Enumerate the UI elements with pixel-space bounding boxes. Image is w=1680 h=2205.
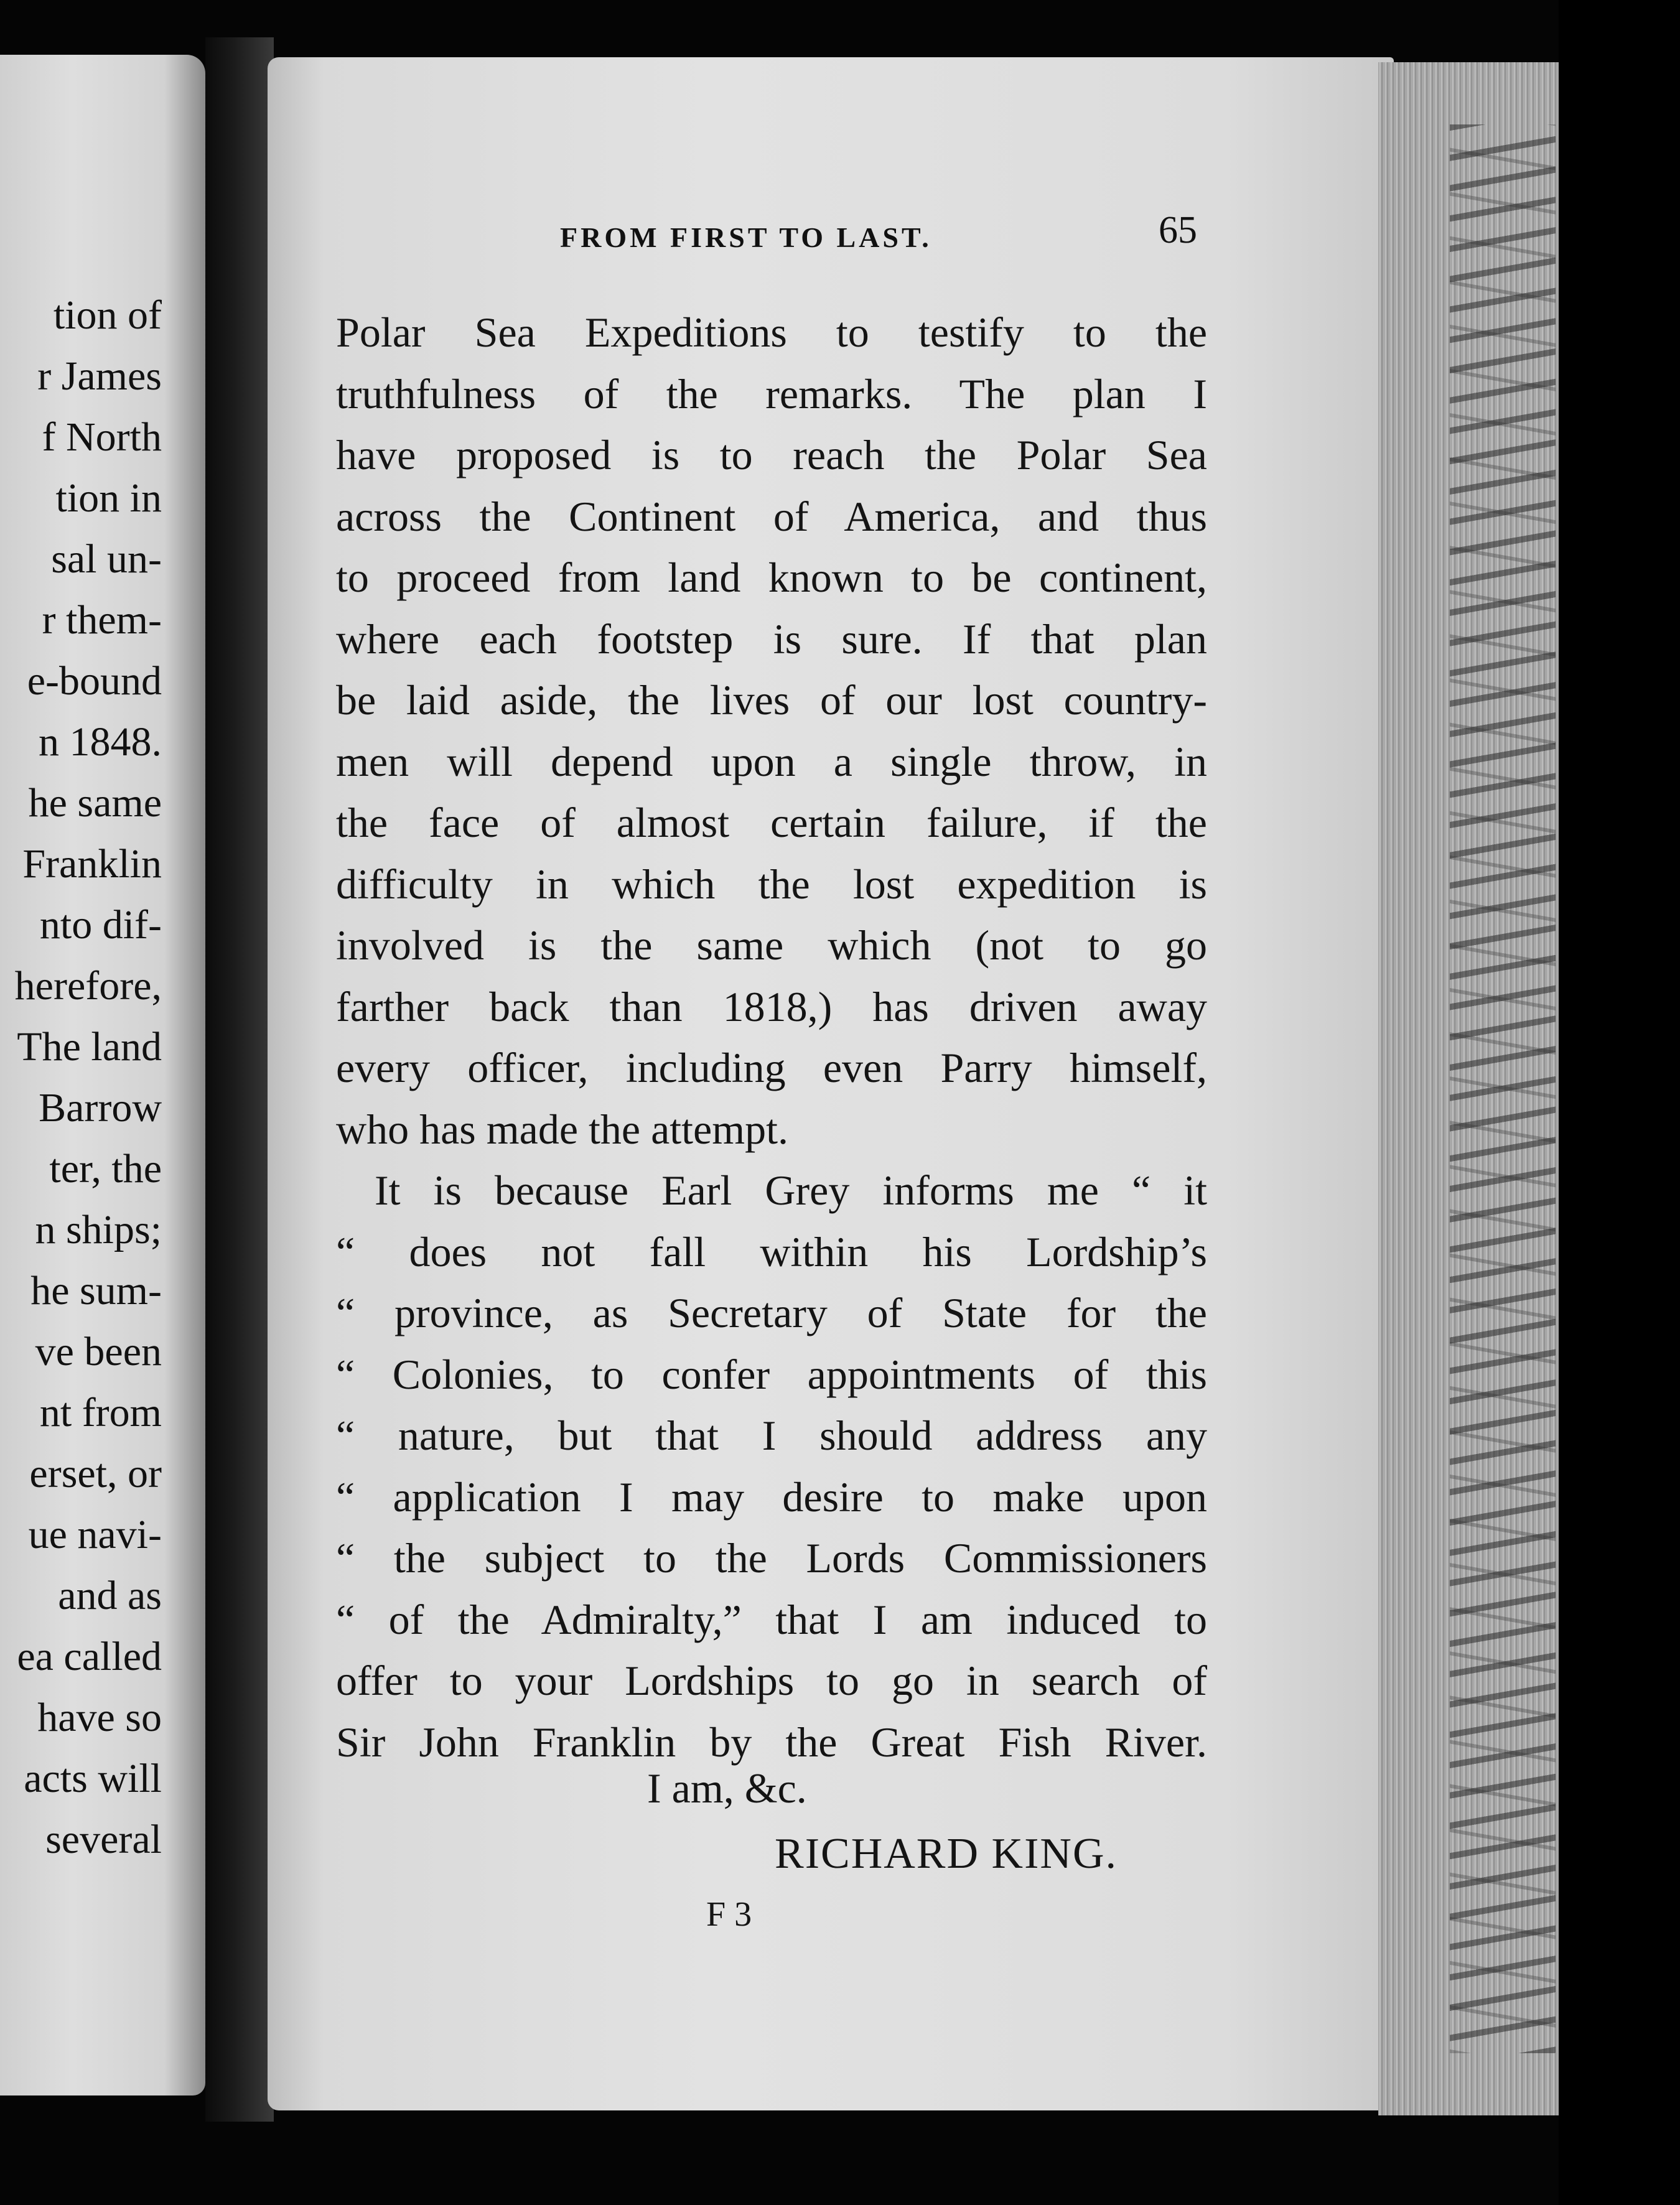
- previous-page-line: Franklin: [22, 841, 162, 887]
- previous-page-line: r them-: [42, 597, 162, 643]
- body-line: where each footstep is sure. If that plan: [336, 615, 1207, 663]
- previous-page-line: tion in: [55, 475, 162, 521]
- previous-page-line: ve been: [35, 1329, 162, 1374]
- body-line: “ application I may desire to make upon: [336, 1473, 1207, 1521]
- body-line: “ does not fall within his Lordship’s: [336, 1228, 1207, 1275]
- body-line: have proposed is to reach the Polar Sea: [336, 431, 1207, 478]
- previous-page-line: r James: [37, 353, 162, 399]
- previous-page-line: ue navi-: [28, 1512, 162, 1557]
- previous-page-line: he same: [28, 780, 162, 826]
- body-line: “ nature, but that I should address any: [336, 1412, 1207, 1459]
- previous-page-line: n ships;: [35, 1207, 162, 1252]
- body-line: “ of the Admiralty,” that I am induced to: [336, 1595, 1207, 1643]
- previous-page-line: tion of: [53, 292, 162, 338]
- previous-page-line: erset, or: [29, 1451, 162, 1496]
- body-line: farther back than 1818,) has driven away: [336, 982, 1207, 1030]
- scan-border: [1559, 0, 1680, 2205]
- body-line: across the Continent of America, and thus: [336, 492, 1207, 540]
- previous-page-line: he sum-: [30, 1268, 162, 1313]
- page-number: 65: [1159, 209, 1197, 251]
- previous-page-line: ter, the: [49, 1146, 162, 1191]
- previous-page-line: f North: [42, 414, 162, 460]
- page-edge-speckles: [1450, 124, 1556, 2053]
- body-line: difficulty in which the lost expedition is: [336, 860, 1207, 908]
- body-line: “ Colonies, to confer appointments of this: [336, 1350, 1207, 1398]
- body-line: men will depend upon a single throw, in: [336, 737, 1207, 785]
- body-line: to proceed from land known to be continent,: [336, 554, 1207, 601]
- previous-page: [0, 55, 205, 2095]
- previous-page-line: have so: [37, 1695, 162, 1740]
- previous-page-line: and as: [58, 1573, 162, 1618]
- body-text: [336, 302, 1207, 1773]
- previous-page-line: The land: [17, 1024, 162, 1070]
- body-line: truthfulness of the remarks. The plan I: [336, 370, 1207, 417]
- body-line: the face of almost certain failure, if the: [336, 799, 1207, 846]
- previous-page-line: nto dif-: [39, 902, 162, 948]
- body-line: who has made the attempt.: [336, 1105, 789, 1153]
- previous-page-line: herefore,: [14, 963, 162, 1009]
- body-line: “ the subject to the Lords Commissioners: [336, 1534, 1207, 1582]
- previous-page-line: n 1848.: [39, 719, 162, 765]
- letter-closing: I am, &c.: [647, 1764, 807, 1812]
- body-line: “ province, as Secretary of State for the: [336, 1289, 1207, 1336]
- body-line: offer to your Lordships to go in search of: [336, 1657, 1207, 1704]
- running-head: FROM FIRST TO LAST.: [560, 221, 932, 253]
- book-gutter: [205, 37, 274, 2122]
- body-line: be laid aside, the lives of our lost country-: [336, 676, 1207, 724]
- previous-page-line: sal un-: [51, 536, 162, 582]
- previous-page-text: [15, 285, 162, 1870]
- signature-mark: F 3: [706, 1895, 752, 1934]
- body-line: every officer, including even Parry himself,: [336, 1044, 1207, 1091]
- body-line: involved is the same which (not to go: [336, 921, 1207, 969]
- previous-page-line: e-bound: [27, 658, 162, 704]
- body-line: It is because Earl Grey informs me “ it: [375, 1167, 1207, 1214]
- previous-page-line: Barrow: [39, 1085, 162, 1130]
- signature: RICHARD KING.: [775, 1830, 1118, 1878]
- previous-page-line: acts will: [24, 1756, 162, 1801]
- previous-page-line: ea called: [17, 1634, 162, 1679]
- body-line: Polar Sea Expeditions to testify to the: [336, 309, 1207, 356]
- previous-page-line: several: [45, 1817, 162, 1862]
- previous-page-line: nt from: [39, 1390, 162, 1435]
- body-line: Sir John Franklin by the Great Fish River.: [336, 1718, 1207, 1766]
